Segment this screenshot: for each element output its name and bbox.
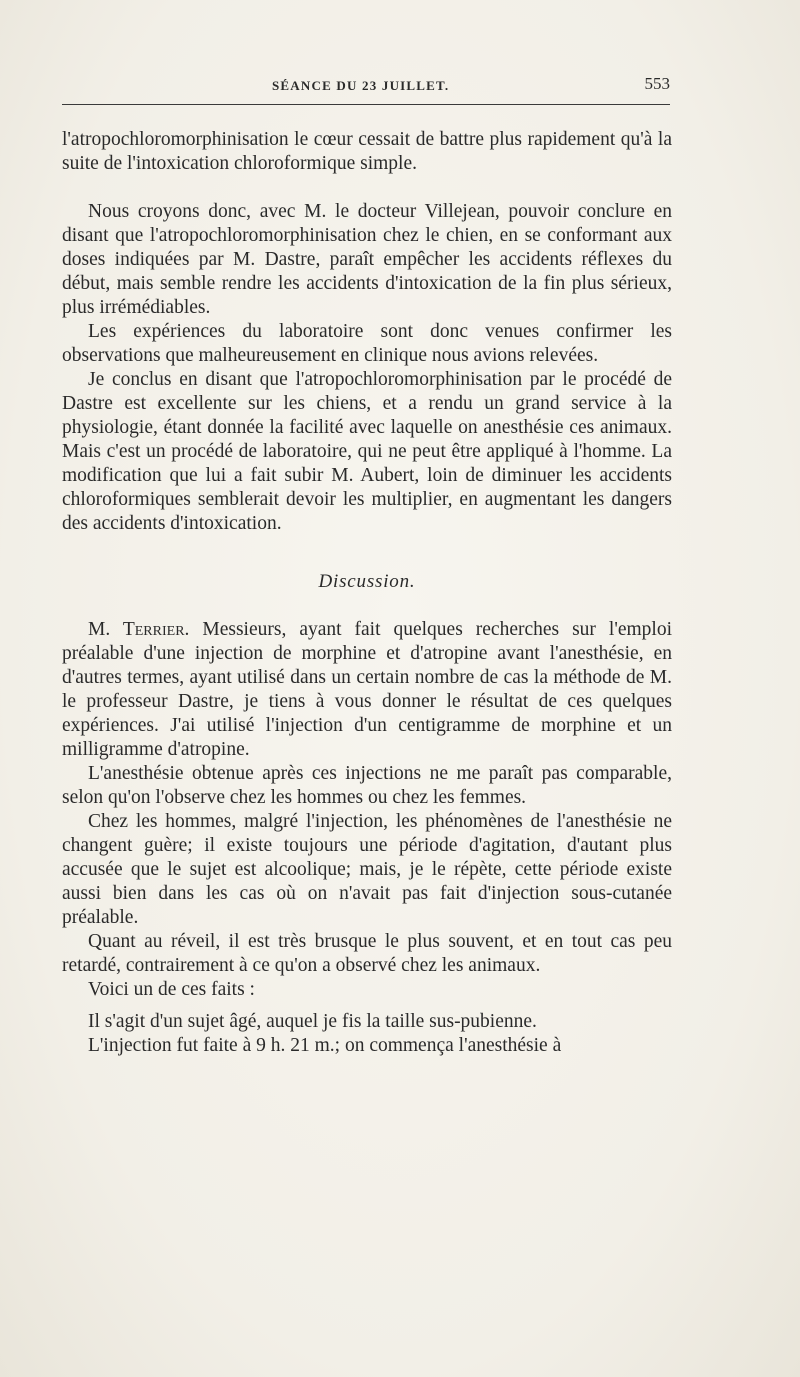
section-gap bbox=[62, 594, 672, 618]
paragraph bbox=[62, 618, 672, 762]
paragraph-gap bbox=[62, 176, 672, 200]
paragraph-continued: l'atropochloromorphinisation le cœur cessait de battre plus rapidement qu'à la suite de l'intoxication chloroformique simple. bbox=[62, 129, 672, 174]
paragraph: Il s'agit d'un sujet âgé, auquel je fis la taille sus-pubienne. bbox=[88, 1011, 537, 1032]
paragraph: Quant au réveil, il est très brusque le plus souvent, et en tout cas peu retardé, contrairement à ce qu'on a observé chez les animaux. bbox=[62, 931, 672, 976]
speaker-name: M. Terrier. bbox=[88, 619, 190, 640]
paragraph: Les expériences du laboratoire sont donc venues confirmer les observations que malheureusement en clinique nous avions relevées. bbox=[62, 321, 672, 366]
speaker-text: Messieurs, ayant fait quelques recherches sur l'emploi préalable d'une injection de morphine et d'atropine avant l'anesthésie, en d'autres termes, ayant utilisé dans un certain nombre de cas la méthode de M. le professeur Dastre, je tiens à vous donner le résultat de ces quelques expériences. J'ai utilisé l'injection d'un centigramme de morphine et un milligramme d'atropine. bbox=[62, 619, 672, 760]
paragraph: L'injection fut faite à 9 h. 21 m.; on commença l'anesthésie à bbox=[88, 1035, 562, 1056]
paragraph: Voici un de ces faits : bbox=[88, 979, 255, 1000]
running-title: SÉANCE DU 23 JUILLET. bbox=[272, 78, 450, 93]
page-header bbox=[62, 74, 670, 104]
paragraph: L'anesthésie obtenue après ces injections ne me paraît pas comparable, selon qu'on l'observe chez les hommes ou chez les femmes. bbox=[62, 763, 672, 808]
header-rule bbox=[62, 104, 670, 105]
section-heading: Discussion. bbox=[318, 571, 416, 592]
section-gap bbox=[62, 536, 672, 570]
paragraph: Nous croyons donc, avec M. le docteur Villejean, pouvoir conclure en disant que l'atropochloromorphinisation chez le chien, en se conformant aux doses indiquées par M. Dastre, paraît empêcher les accidents réflexes du début, mais semble rendre les accidents d'intoxication de la fin plus sérieux, plus irrémédiables. bbox=[62, 201, 672, 318]
page-number: 553 bbox=[644, 74, 670, 93]
paragraph: Chez les hommes, malgré l'injection, les phénomènes de l'anesthésie ne changent guère; il existe toujours une période d'agitation, d'autant plus accusée que le sujet est alcoolique; mais, je le répète, cette période existe aussi bien dans les cas où on n'avait pas fait d'injection sous-cutanée préalable. bbox=[62, 811, 672, 928]
body-text bbox=[62, 128, 672, 1058]
paragraph-gap bbox=[62, 1002, 672, 1010]
paragraph: Je conclus en disant que l'atropochloromorphinisation par le procédé de Dastre est excellente sur les chiens, et a rendu un grand service à la physiologie, étant donnée la facilité avec laquelle on anesthésie ces animaux. Mais c'est un procédé de laboratoire, qui ne peut être appliqué à l'homme. La modification que lui a fait subir M. Aubert, loin de diminuer les accidents chloroformiques semblerait devoir les multiplier, en augmentant les dangers des accidents d'intoxication. bbox=[62, 369, 672, 534]
